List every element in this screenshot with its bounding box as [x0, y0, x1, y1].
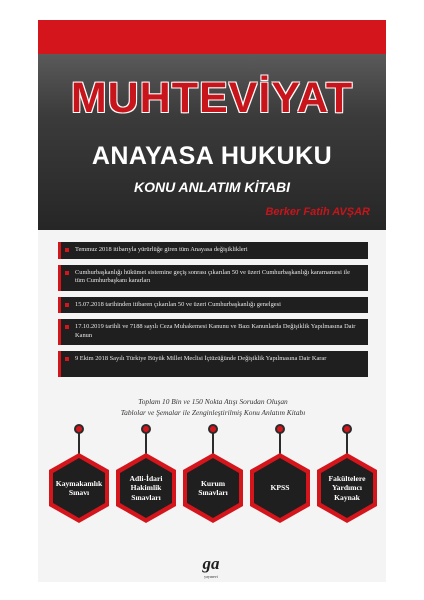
list-item: [58, 242, 368, 259]
bullet-icon: [65, 357, 69, 361]
blurb: [58, 396, 368, 418]
list-item-text: Cumhurbaşkanlığı hükümet sistemine geçiş sonrası çıkarılan 50 ve üzeri Cumhurbaşkanlığı kararnamesi ile tüm Cumhurbaşkanı kararları: [75, 268, 350, 285]
bullet-icon: [65, 325, 69, 329]
list-item-text: Temmuz 2018 itibarıyla yürürlüğe giren tüm Anayasa değişiklikleri: [75, 246, 248, 253]
list-item-text: 17.10.2019 tarihli ve 7188 sayılı Ceza Muhakemesi Kanunu ve Bazı Kanunlarda Değişiklik Yapılmasına Dair Kanun: [75, 323, 356, 339]
list-item: [58, 297, 368, 314]
book-cover: [38, 20, 386, 582]
list-item-text: 9 Ekim 2018 Sayılı Türkiye Büyük Millet Meclisi İçtüzüğünde Değişiklik Yapılmasına Dair Karar: [75, 355, 327, 363]
contents-list: [58, 242, 368, 383]
bullet-icon: [65, 271, 69, 275]
connector-dot-icon: [74, 424, 84, 434]
exam-label: Kurum Sınavları: [198, 478, 228, 497]
top-red-band: [38, 20, 386, 54]
publisher-name: yayınevi: [204, 574, 218, 579]
connector-dot-icon: [208, 424, 218, 434]
exam-label: Adli-İdari Hakimlik Sınavları: [129, 474, 163, 502]
book-title: MUHTEVİYAT: [70, 74, 354, 122]
exam-label: KPSS: [270, 483, 290, 493]
book-tagline: KONU ANLATIM KİTABI: [133, 179, 291, 195]
bullet-icon: [65, 303, 69, 307]
blurb-line: Tablolar ve Şemalar ile Zenginleştirilmiş Konu Anlatım Kitabı: [120, 408, 306, 418]
exam-label: Fakültelere Yardımcı Kaynak: [328, 474, 366, 502]
exam-hexagon: [316, 428, 378, 528]
list-item-text: 15.07.2018 tarihinden itibaren çıkarılan 50 ve üzeri Cumhurbaşkanlığı genelgesi: [75, 300, 281, 308]
connector-dot-icon: [342, 424, 352, 434]
author-name: Berker Fatih AVŞAR: [265, 206, 370, 218]
publisher-mark: ga: [202, 554, 220, 573]
exam-hexagon: [249, 428, 311, 528]
connector-dot-icon: [141, 424, 151, 434]
blurb-line: Toplam 10 Bin ve 150 Nokta Atışı Sorudan Oluşan: [138, 397, 288, 406]
exam-hexagon: [182, 428, 244, 528]
list-item: [58, 319, 368, 345]
exam-hexagon: [48, 428, 110, 528]
exam-label: Kaymakamlık Sınavı: [55, 478, 103, 497]
publisher-logo-icon: [198, 550, 224, 576]
connector-dot-icon: [275, 424, 285, 434]
list-item: [58, 351, 368, 377]
bullet-icon: [65, 248, 69, 252]
exam-hexagon: [115, 428, 177, 528]
exam-hexagons: [48, 428, 378, 538]
list-item: [58, 265, 368, 291]
book-subtitle: ANAYASA HUKUKU: [91, 142, 333, 170]
